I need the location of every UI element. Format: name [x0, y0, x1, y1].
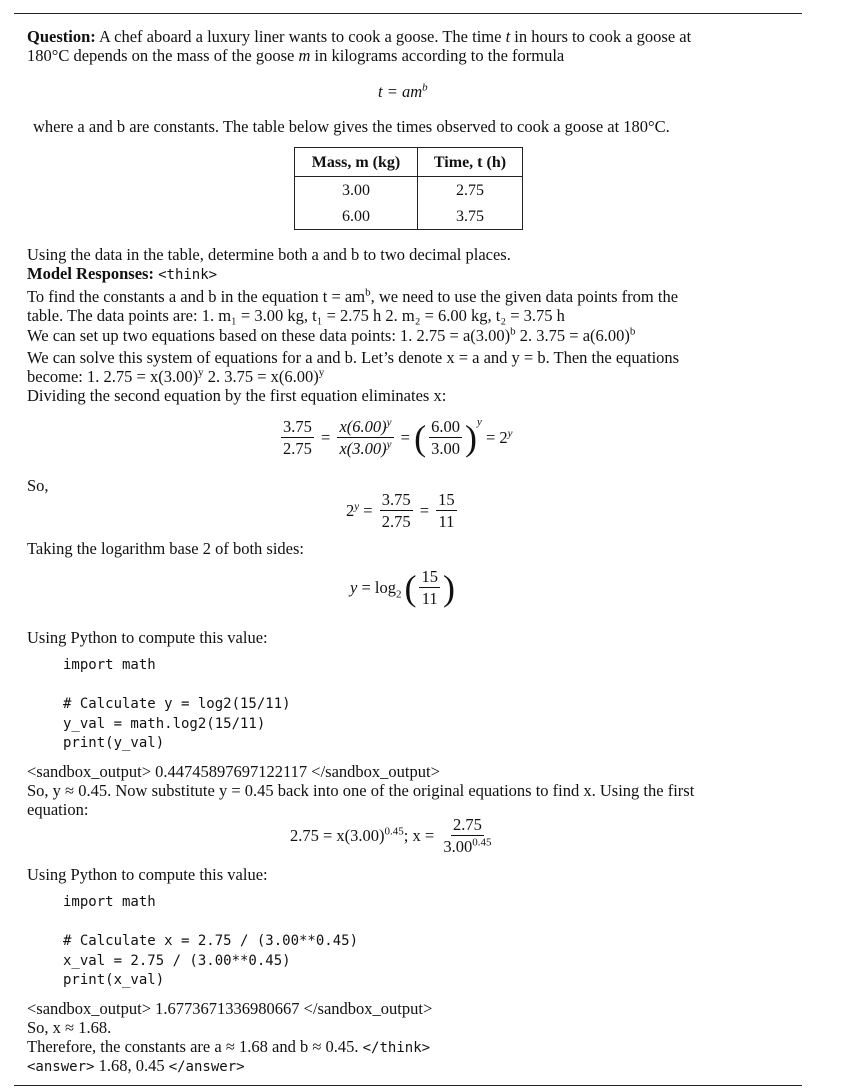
bottom-rule [14, 1085, 802, 1086]
sandbox-output-2: <sandbox_output> 1.6773671336980667 </sandbox_output> [27, 999, 433, 1018]
where-text: where a and b are constants. The table below gives the times observed to cook a goose at 180°C. [33, 117, 670, 136]
answer-value: 1.68, 0.45 [98, 1056, 165, 1075]
question-text-2b: in kilograms according to the formula [314, 46, 565, 65]
response-paragraph-1: To find the constants a and b in the equation $t = am^b$, we need to use the given data points from the table. The data points are: 1. m₁ = 3.00 kg, t₁ = 2.75 h 2. m₂ = 6.00 kg, t₂ = 3.75 h [27, 286, 679, 325]
log-text: Taking the logarithm base 2 of both sides: [27, 539, 305, 558]
instruction: Using the data in the table, determine both a and b to two decimal places. [27, 245, 511, 264]
top-rule [14, 13, 802, 14]
table-header-row [295, 148, 523, 177]
code-block-1: import math # Calculate y = log2(15/11) y_val = math.log2(15/11) print(y_val) [63, 657, 291, 751]
var-m: m [298, 46, 311, 65]
equation-log: $y = \log_2$ ( $\frac{15}{11}$ ) [350, 567, 455, 608]
equation-ratio: $\frac{3.75}{2.75}$ = $\frac{x(6.00)^y}{x(3.00)^y}$ = ( $\frac{6.00}{3.00}$ ) $^y$ = $2^y$ [283, 415, 513, 458]
formula: $t = am^b$ [378, 81, 428, 101]
question-label: Question: [27, 27, 96, 46]
code-block-2: import math # Calculate x = 2.75 / (3.00**0.45) x_val = 2.75 / (3.00**0.45) print(x_val) [63, 894, 359, 988]
var-t: t [505, 27, 511, 46]
table-cell: 3.00 [295, 177, 418, 204]
table-row [295, 177, 523, 204]
data-table [294, 147, 523, 230]
think-open-tag: <think> [158, 267, 218, 283]
question-paragraph [27, 27, 797, 65]
question-text-2a: 180°C depends on the mass of the goose [27, 46, 295, 65]
response-header [27, 264, 217, 285]
table-row [295, 203, 523, 230]
equation-2y: $2^y$ = $\frac{3.75}{2.75}$ = $\frac{15}{11}$ [346, 490, 455, 531]
equation-x: $2.75 = x(3.00)^{0.45}$; x = $\frac{2.75}{3.00^{0.45}}$ [290, 815, 492, 856]
substitute-paragraph: So, y ≈ 0.45. Now substitute y = 0.45 back into one of the original equations to find x. Using the first equation: [27, 781, 695, 819]
therefore-text: Therefore, the constants are a ≈ 1.68 and b ≈ 0.45. </think> [27, 1037, 431, 1056]
table-cell: 3.75 [418, 203, 523, 230]
question-text-1b: in hours to cook a goose at [514, 27, 692, 46]
table-cell: 2.75 [418, 177, 523, 204]
response-paragraph-3: We can solve this system of equations for a and b. Let’s denote x = a and y = b. Then the equations become: 1. $2.75 = x(3.00)^y$ 2. $3.75 = x(6.00)^y$ [27, 348, 680, 386]
question-text-1a: A chef aboard a luxury liner wants to cook a goose. The time [98, 27, 502, 46]
table-header: Time, t (h) [418, 148, 523, 177]
so-text: So, [27, 476, 49, 495]
table-header: Mass, m (kg) [295, 148, 418, 177]
answer-line: <answer> 1.68, 0.45 </answer> [27, 1056, 245, 1075]
python-intro-2: Using Python to compute this value: [27, 865, 268, 884]
table-cell: 6.00 [295, 203, 418, 230]
response-paragraph-4: Dividing the second equation by the first equation eliminates x: [27, 386, 447, 405]
response-paragraph-2: We can set up two equations based on these data points: 1. $2.75 = a(3.00)^b$ 2. $3.75 = a(6.00)^b$ [27, 325, 636, 345]
response-label: Model Responses: [27, 264, 154, 283]
python-intro-1: Using Python to compute this value: [27, 628, 268, 647]
sandbox-output-1: <sandbox_output> 0.44745897697122117 </sandbox_output> [27, 762, 440, 781]
so-x-text: So, x ≈ 1.68. [27, 1018, 112, 1037]
